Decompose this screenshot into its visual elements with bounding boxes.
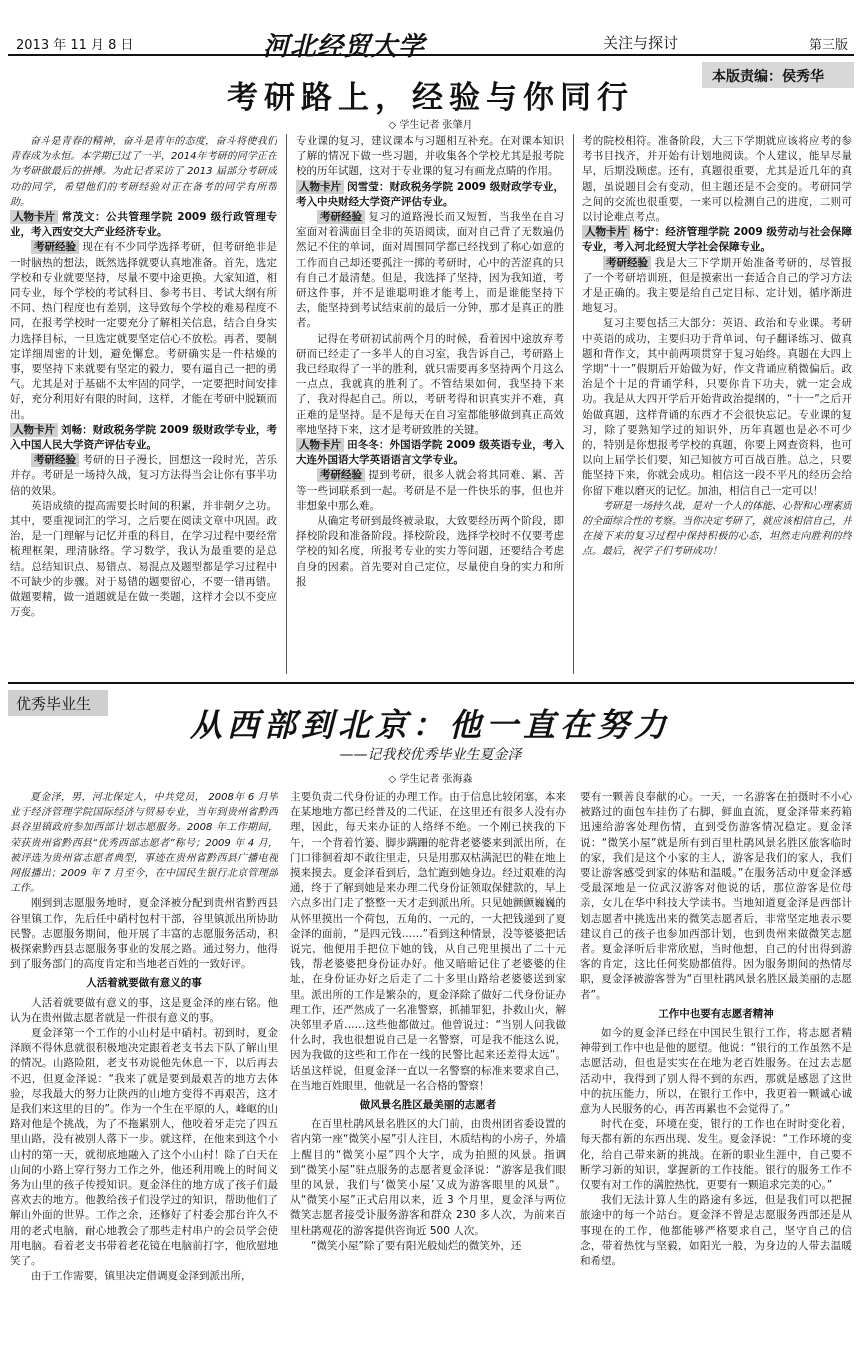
paragraph-text: 现在有不少同学选择考研，但考研绝非是一时脑热的想法，既然选择就要认真地准备。首先，选定学校和专业就要坚持，尽量不要中途更换。大家知道，相同专业，每个学校的考试科目、参考书目、考试大纲有所不同、热门程度也有差别，这导致每个学校的难易程度不同，在报考学校时一定要充分了解相关信息，结合自身实力选择目标，一旦选定就要坚定信心不放松。再者，要制定详细周密的计划，避免懈怠。考研确实是一件枯燥的事，要坚持下来就要有坚定的毅力，要有逼自己一把的勇气。尤其是对于基础不太牢固的同学，一定要把时间安排好，充分利用好有限的时间，这样，才能在考研中脱颖而出。 [10, 241, 277, 421]
paragraph [582, 256, 852, 317]
profile-card-label: 人物卡片 [296, 438, 344, 452]
paragraph [10, 134, 277, 210]
paragraph-text: 提到考研，很多人就会将其同难、累、苦等一些词联系到一起。考研是不是一件快乐的事，但也并非想象中那么难。 [296, 469, 564, 512]
masthead-logo: 河北经贸大学 [263, 32, 426, 62]
subheading [290, 1098, 566, 1113]
profile-card [10, 210, 277, 240]
article2-title: 从西部到北京：他一直在努力 [189, 706, 671, 744]
editor-credit: 本版责编：侯秀华 [702, 62, 854, 88]
paragraph [290, 1239, 566, 1254]
paragraph-text: 要有一颗善良奉献的心。一天，一名游客在拍摄时不小心被路过的面包车挂伤了右脚，鲜血直流，夏金泽带来药箱迅速给游客处理伤情，直到受伤游客情况稳定。夏金泽说：“微笑小屋”就是所有到百里杜鹃风景名胜区旅客临时的家，我们是这个小家的主人，游客是我们的家人，我们要让游客感受到家的体贴和温暖。”在服务活动中夏金泽感受最深地是一位武汉游客对他说的话，那位游客是位母亲，女儿在华中科技大学读书。当地知道夏金泽是西部计划志愿者中挑选出来的微笑志愿者后，非常坚定地表示要建议自己的孩子也参加西部计划，也到贵州来做微笑志愿者。夏金泽听后非常欣慰，当时他想，自己的付出得到游客的肯定，这比任何奖励都值得。因为服务期间的热情尽职，夏金泽被游客誉为“百里杜鹃风景名胜区最美丽的志愿者”。 [580, 791, 852, 1001]
article2-column-2 [290, 790, 566, 1345]
paragraph-text: 复习的道路漫长而又短暂，当我坐在自习室面对着满面目全非的英语阅读，面对自己背了无数遍仍然记不住的单词，面对周围同学都已经找到了称心如意的工作而自己却还要孤注一掷的考研时，心中的苦涩真的只有自己才最清楚。但是，我选择了坚持，因为我知道，考研这件事，并不是谁聪明谁才能考上，而是谁能坚持下去，能坚持到考试结束前的最后一分钟，那才是真正的胜者。 [296, 211, 564, 330]
article2-column-1 [10, 790, 278, 1345]
paragraph [10, 996, 278, 1026]
paragraph [296, 210, 564, 332]
paragraph-text: 考研的日子漫长，回想这一段时光，苦乐并存。考研是一场持久战，复习方法得当会让你有事半功倍的效果。 [10, 454, 277, 497]
paragraph-text: 闵雪莹：财政税务学院 2009 级财政学专业，考入中央财经大学资产评估专业。 [296, 180, 564, 208]
paragraph [10, 1026, 278, 1269]
profile-card [10, 423, 277, 453]
article1-column-2 [296, 134, 564, 674]
paragraph [296, 332, 564, 438]
paragraph-text: 时代在变，环境在变，银行的工作也在时时变化着，每天都有新的东西出现、发生。夏金泽说：“工作环境的变化，给自己带来新的挑战。在新的职业生涯中，自己要不断学习新的知识，掌握新的工作技能。银行的服务工作不仅要有对工作的满腔热忱，更要有一颗追求完美的心。” [580, 1118, 852, 1192]
page-header [8, 26, 854, 62]
paragraph [10, 1269, 278, 1284]
article1-column-1 [10, 134, 277, 674]
section-tag: 优秀毕业生 [8, 690, 108, 716]
profile-card [296, 180, 564, 210]
paragraph-text: 刚到到志愿服务地时，夏金泽被分配到贵州省黔西县谷里镇工作，先后任中硝村包村干部，谷里镇派出所协助民警。志愿服务期间，他开展了丰富的志愿服务活动，积极探索黔西县志愿服务事业的发展之路。通过努力，他得到了服务部门的高度肯定和当地老百姓的一致好评。 [10, 897, 278, 971]
issue-date: 2013 年 11 月 8 日 [16, 38, 134, 53]
paragraph-text: 在百里杜鹃风景名胜区的大门前，由贵州团省委设置的省内第一座“微笑小屋”引人注目，木质结构的小房子，外墙上醒目的“微笑小屋”四个大字，成为拍照的风景。指调到“微笑小屋”驻点服务的志愿者夏金泽说：“游客是我们眼里的风景，我们与‘微笑小屋’又成为游客眼里的风景”。从“微笑小屋”正式启用以来，近 3 个月里，夏金泽与两位微笑志愿者接受讣服务游客和群众 230 多人次，为前来百里杜鹃观花的游客提供咨询近 500 人次。 [290, 1118, 566, 1237]
paragraph-text: 复习主要包括三大部分：英语、政治和专业课。考研中英语的成功，主要归功于背单词、句子翻译练习、做真题和背作文，其中前两项贯穿于复习始终。真题在大四上学期“十一”假期后开始做为好，作文背诵应稍微偏后。政治是个十足的背诵学科，只要你肯下功夫，就一定会成功。我是从大四开学后开始背政治提纲的，“十一”之后开始做真题，这样背诵的东西才不会很快忘记。专业课的复习，除了要熟知学过的知识外，历年真题也是必不可少的，特别是你想报考学校的真题，你要上网查资料，也可以向上届学长们要，知己知彼方可百战百胜。总之，只要能坚持下来，你就会成功。相信这一段不平凡的经历会给你留下难以磨灭的记忆。加油，相信自己一定可以！ [582, 317, 852, 497]
experience-label: 考研经验 [603, 256, 651, 270]
experience-label: 考研经验 [317, 468, 365, 482]
paragraph-text: 人活着就要做有意义的事 [86, 977, 202, 990]
paragraph-text: 常茂文：公共管理学院 2009 级行政管理专业，考入西安交大产业经济专业。 [10, 211, 277, 239]
paragraph-text: 考的院校相符。准备阶段，大三下学期就应该将应考的参考书目找齐，并开始有计划地阅读。个人建议，能早尽量早，后期没顾虑。还有，真题很重要，尤其是近几年的真题，虽说题目会有变动，但主题还是不会变的。考研同学之间的交流也很重要，一来可以检测自己的进度，二则可以讨论难点考点。 [582, 135, 852, 224]
paragraph-text: 人活着就要做有意义的事，这是夏金泽的座右铭。他认为在贵州做志愿者就是一件很有意义的事。 [10, 996, 278, 1024]
subheading [10, 976, 278, 991]
paragraph [580, 1026, 852, 1117]
paragraph [10, 499, 277, 621]
experience-label: 考研经验 [31, 240, 79, 254]
paragraph-text: 由于工作需要，镇里决定借调夏金泽到派出所， [31, 1270, 252, 1283]
article1-byline: ◇ 学生记者 张肇月 [388, 120, 473, 131]
paragraph-text: 考研是一场持久战，是对一个人的体能、心智和心理素质的全面综合性的考察。当你决定考研了，就应该相信自己，并在接下来的复习过程中保持积极的心态，坦然走向胜利的终点。最后，祝学子们考研成功！ [582, 500, 852, 558]
profile-card-label: 人物卡片 [296, 180, 344, 194]
article2-column-3 [580, 790, 852, 1345]
paragraph-text: 记得在考研初试前两个月的时候，看着因中途放弃考研而已经走了一多半人的自习室，我告诉自己，考研路上我已经取得了一半的胜利，就只需要再多坚持两个月这么一点点，我就真的胜利了。不管结果如何，我坚持下来了，我对得起自己。所以，考研考得和识真实并不难，真正难的是坚持。是不是每天在自习室都能够做到真正高效率地坚持下来，这才是考研致胜的关键。 [296, 332, 564, 436]
article2-byline: ◇ 学生记者 张海淼 [388, 774, 473, 785]
paragraph-text: “微笑小屋”除了要有阳光般灿烂的微笑外，还 [311, 1239, 522, 1252]
profile-card-label: 人物卡片 [10, 423, 58, 437]
paragraph [580, 1193, 852, 1269]
paragraph-text: 夏金泽，男，河北保定人，中共党员， 2008年 6 月毕业于经济管理学院国际经济与贸易专业，当年到贵州省黔西县谷里镇政府参加西部计划志愿服务。2008 年工作期间，荣获贵州省黔西县“优秀西部志愿者”称号；2009 年 4 月，被评选为贵州省志愿者典型，事迹在贵州省黔西县广播电视网报播出；2009 年 7 月至今，在中国民生银行北京管理部工作。 [10, 792, 278, 895]
paragraph [582, 134, 852, 225]
profile-card [582, 225, 852, 255]
paragraph-text: 刘畅：财政税务学院 2009 级财政学专业，考入中国人民大学资产评估专业。 [10, 423, 277, 452]
article1-title: 考研路上，经验与你同行 [227, 80, 634, 116]
paragraph [582, 316, 852, 498]
paragraph [580, 1117, 852, 1193]
paragraph [296, 468, 564, 514]
experience-label: 考研经验 [317, 210, 365, 224]
page-number: 第三版 [808, 38, 848, 53]
paragraph [296, 514, 564, 590]
paragraph-text: 我是大三下学期开始准备考研的，尽管报了一个考研培训班，但是摸索出一套适合自己的学习方法才是正确的。我主要是给自己定目标、定计划，循序渐进地复习。 [582, 256, 852, 315]
paragraph-text: 田冬冬：外国语学院 2009 级英语专业，考入大连外国语大学英语语言文学专业。 [296, 439, 564, 467]
profile-card [296, 438, 564, 468]
paragraph [10, 790, 278, 896]
paragraph-text: 做风景名胜区最美丽的志愿者 [359, 1099, 497, 1112]
paragraph-text: 从确定考研到最终被录取，大致要经历两个阶段，即择校阶段和准备阶段。择校阶段，选择学校时不仅要考虑学校的知名度，所报考专业的实力等问题，还要结合考虑自身的因素。首先要对自己定位，尽量使自身的实力和所报 [296, 515, 564, 588]
profile-card-label: 人物卡片 [582, 225, 630, 239]
profile-card-label: 人物卡片 [10, 210, 58, 224]
paragraph [290, 790, 566, 1094]
subheading [580, 1007, 852, 1022]
paragraph [10, 896, 278, 972]
section-title: 关注与探讨 [603, 34, 679, 52]
paragraph [10, 453, 277, 499]
experience-label: 考研经验 [31, 453, 79, 467]
paragraph-text: 如今的夏金泽已经在中国民生银行工作，将志愿者精神带到工作中也是他的愿望。他说：“银行的工作虽然不是志愿活动，但也是实实在在地为老百姓服务。在过去志愿活动中，我得到了别人得不到的东西，那就是感恩了这世中的抗压能力，所以，在银行工作中，我更着一颗诚心诚意为人民服务的心，再苦再累也不会觉得了。” [580, 1027, 852, 1116]
paragraph-text: 专业课的复习，建议课本与习题相互补充。在对课本知识了解的情况下做一些习题，并收集各个学校尤其是报考院校的历年试题，这对于专业课的复习有画龙点睛的作用。 [296, 135, 564, 178]
paragraph-text: 我们无法计算人生的路途有多远，但是我们可以把握旅途中的每一个站台。夏金泽不曾是志愿服务西部还是从事现在的工作，他都能够严格要求自己，坚守自己的信念，带着热忱与坚毅，如阳光一般，为身边的人带去温暖和希望。 [580, 1194, 852, 1268]
paragraph [582, 499, 852, 560]
paragraph-text: 奋斗是青春的精神，奋斗是青年的态度，奋斗将使我们青春成为永恒。本学期已过了一半，2014年考研的同学正在为考研做最后的拼搏。为此记者采访了 2013 届部分考研成功的同学，希望他们的考研经验对正在备考的同学有所帮助。 [10, 136, 277, 208]
paragraph-text: 工作中也要有志愿者精神 [658, 1007, 774, 1020]
article2-subtitle: ——记我校优秀毕业生夏金泽 [339, 747, 522, 763]
paragraph [296, 134, 564, 180]
article1-column-3 [582, 134, 852, 674]
paragraph-text: 杨宁：经济管理学院 2009 级劳动与社会保障专业，考入河北经贸大学社会保障专业。 [582, 226, 852, 254]
paragraph [290, 1117, 566, 1239]
paragraph-text: 夏金泽第一个工作的小山村是中硝村。初到时，夏金泽顾不得休息就很积极地决定跟着老支书去下队了解山里的情况。山路险阻，老支书劝说他先休息一下，以后再去不迟，但夏金泽说：“我来了就是要到最艰苦的地方去体验，尽我最大的努力让陕西的山地方变得不再艰苦，这才是我们来这里的目的”。作为一个生在平原的人，峰岖的山路对他是个挑战，为了不拖累别人，他咬着牙走完了四五里山路，没有被别人落下一步。就这样，在他来到这个小山村的第一天，就彻底地融入了这个小山村！除了白天在山间的小路上穿行努力工作之外，他还利用晚上的时间义务为山里的孩子传授知识。夏金泽住的地方成了孩子们最喜欢去的地方。他教给孩子们没学过的知识，帮助他们了解山外面的世界。工作之余，还修好了村委会那台许久不用的老式电脑，耐心地教会了那些走村串户的会员学会使用电脑。看着老支书带着老花镜在电脑前打字，他欣慰地笑了。 [10, 1027, 278, 1268]
paragraph [580, 790, 852, 1003]
paragraph-text: 主要负责二代身份证的办理工作。由于信息比较闭塞，本来在某地地方都已经普及的二代证，在这里还有很多人没有办理，因此，每天来办证的人络绎不绝。一个刚已挟我的下午，一个背着竹篓、脚步蹒跚的驼背老婆婆来到派出所，在门口徘徊着却不敢往里走，只是用那双枯满泥巴的鞋在地上摸来摸去。夏金泽看到后，急忙跑到她身边。经过艰难的沟通，终于了解到她是来办理二代身份证领取保健款的，早上六点多出门走了整整一天才走到派出所。只见她颤颤巍巍的从怀里摸出一个荷包，五角的、一元的，一大把钱递到了夏金泽的面前，“是四元钱……”看到这种情景，没等婆婆把话说完，他便用手把位下她的钱，从自己兜里摸出了二十元钱，帮老婆婆把身份证办好。他又暗暗记住了老婆婆的住址，在身份证办好之后走了二十多里山路给老婆婆送到家里。派出所的工作是繁杂的，夏金泽除了做好二代身份证办理工作，还严然成了一名准警察，抓捕罪犯，扑救山火，解决邻里矛盾……这些他都做过。他曾说过：“当别人问我做什么时，我也很想说自己是一名警察，可是我不能这么说，因为我做的这些和工作在一线的民警比起来还差得太远”。话虽这样说，但夏金泽一直以一名警察的标准来要求自己，在当地百姓眼里，他就是一名合格的警察！ [290, 791, 566, 1092]
paragraph-text: 英语成绩的提高需要长时间的积累，并非朝夕之功。其中，要重视词汇的学习，之后要在阅读文章中巩固。政治，是一门理解与记忆并重的科目，在学习过程中要经常梳理框架，理清脉络。学习数学，我认为最重要的是总结。总结知识点、易错点、易混点及题型都是学习过程中不可缺少的步骤。对于易错的题要留心，不要一错再错。做题要精，做一道题就是在做一类题，这样才会以不变应万变。 [10, 499, 277, 619]
paragraph [10, 240, 277, 422]
